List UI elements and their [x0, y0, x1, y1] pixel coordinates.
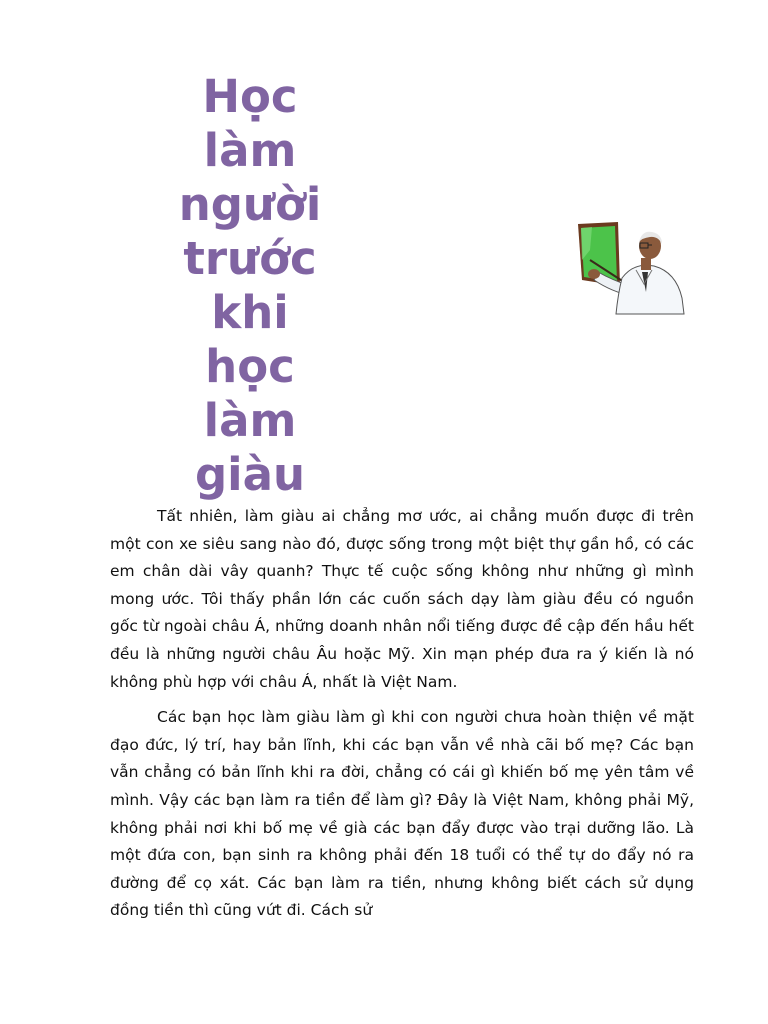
title-line: học [205, 340, 295, 393]
title-line: trước [183, 232, 317, 285]
title-line: làm [203, 394, 297, 447]
teacher-pointing-at-board-icon [572, 220, 688, 320]
title-line: khi [211, 286, 289, 339]
paragraph: Tất nhiên, làm giàu ai chẳng mơ ước, ai chẳng muốn được đi trên một con xe siêu sang nào đó, được sống trong một biệt thự gần hồ, có các em chân dài vây quanh? Thực tế cuộc sống không như những gì mình mong ước. Tôi thấy phần lớn các cuốn sách dạy làm giàu đều có nguồn gốc từ ngoài châu Á, những doanh nhân nổi tiếng được đề cập đến hầu hết đều là những người châu Âu hoặc Mỹ. Xin mạn phép đưa ra ý kiến là nó không phù hợp với châu Á, nhất là Việt Nam. [110, 507, 694, 691]
paragraph: Các bạn học làm giàu làm gì khi con người chưa hoàn thiện về mặt đạo đức, lý trí, hay bản lĩnh, khi các bạn vẫn về nhà cãi bố mẹ? Các bạn vẫn chẳng có bản lĩnh khi ra đời, chẳng có cái gì khiến bố mẹ yên tâm về mình. Vậy các bạn làm ra tiền để làm gì? Đây là Việt Nam, không phải Mỹ, không phải nơi khi bố mẹ về già các bạn đẩy được vào trại dưỡng lão. Là một đứa con, bạn sinh ra không phải đến 18 tuổi có thể tự do đẩy nó ra đường để cọ xát. Các bạn làm ra tiền, nhưng không biết cách sử dụng đồng tiền thì cũng vứt đi. Cách sử [110, 708, 694, 920]
title-line: giàu [194, 448, 306, 501]
document-title [165, 70, 335, 502]
title-line: làm [203, 124, 297, 177]
document-body [110, 503, 694, 933]
title-line: người [178, 178, 322, 231]
title-line: Học [202, 70, 298, 123]
